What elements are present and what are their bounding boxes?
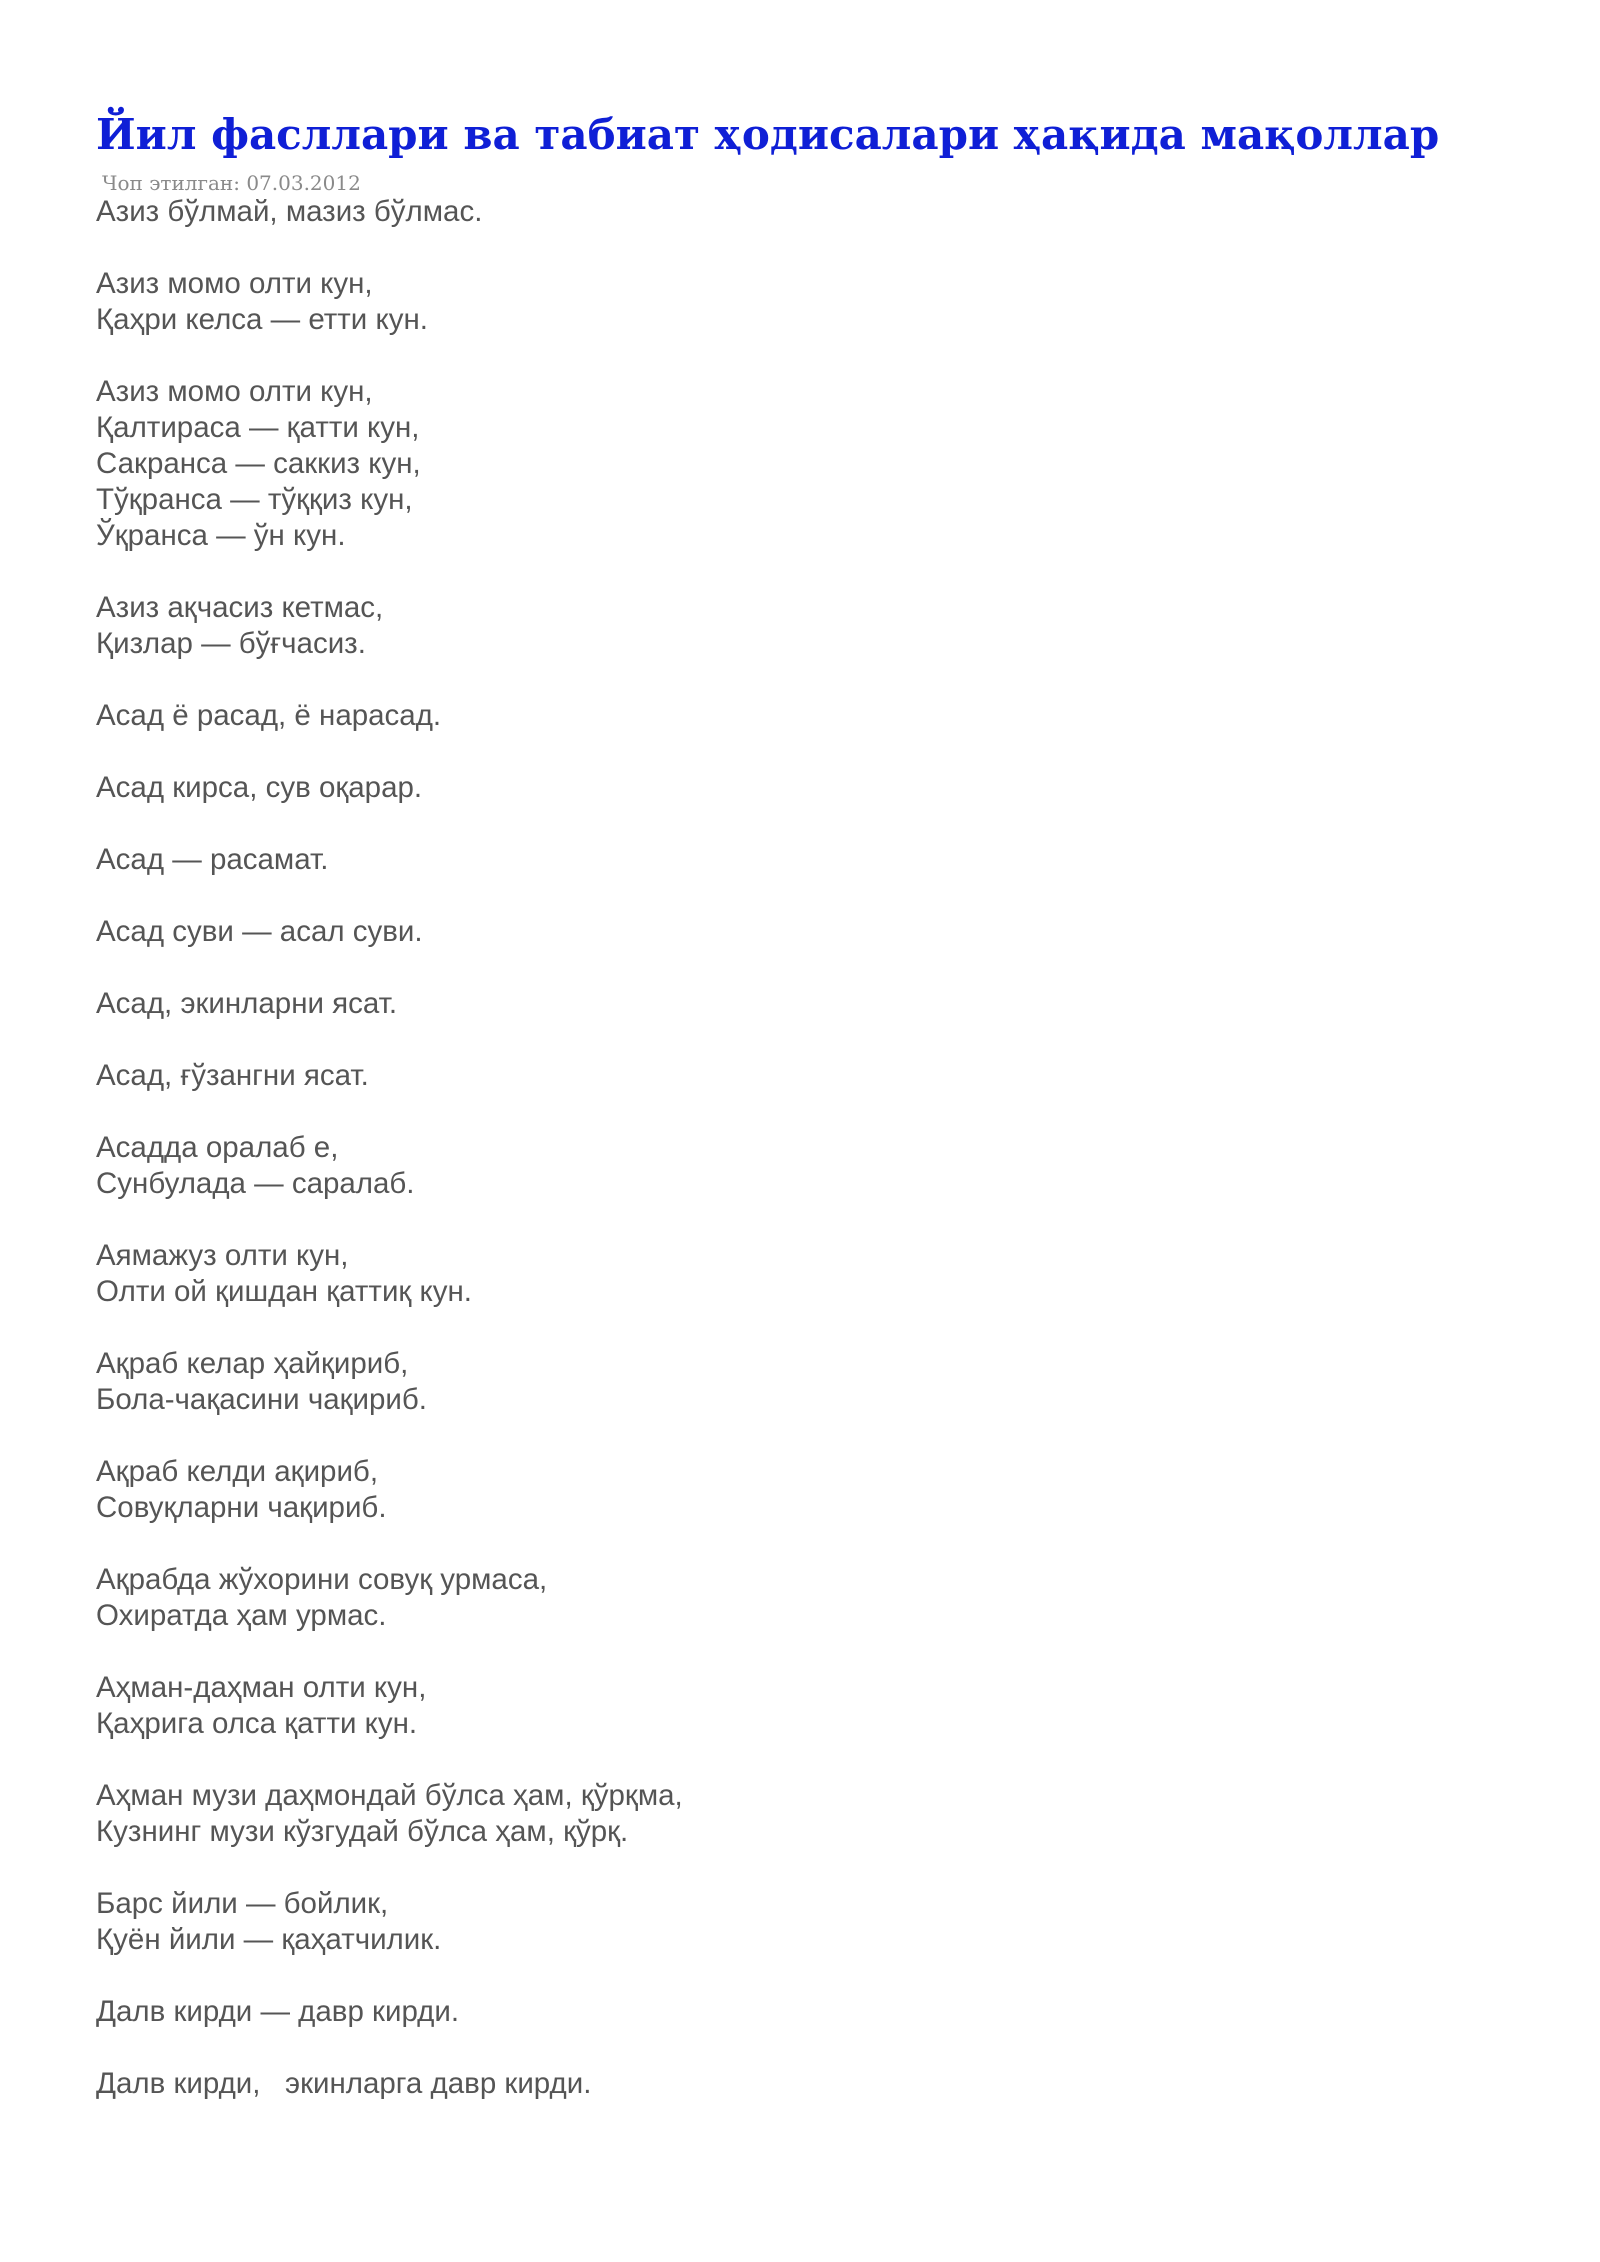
saying-item	[96, 374, 1496, 554]
saying-line: Азиз момо олти кун,	[96, 375, 373, 408]
saying-item	[96, 1454, 1496, 1526]
saying-item	[96, 1670, 1496, 1742]
saying-item	[96, 1238, 1496, 1310]
saying-item	[96, 1778, 1496, 1850]
publish-date: Чоп этилган: 07.03.2012	[102, 171, 361, 195]
saying-item	[96, 770, 1496, 806]
saying-item	[96, 986, 1496, 1022]
saying-item	[96, 842, 1496, 878]
saying-line: Азиз бўлмай, мазиз бўлмас.	[96, 195, 483, 228]
saying-line: Азиз ақчасиз кетмас,	[96, 591, 384, 624]
saying-line: Сакранса — саккиз кун,	[96, 447, 421, 480]
saying-line: Аҳман музи даҳмондай бўлса ҳам, қўрқма,	[96, 1779, 683, 1812]
saying-line: Ақраб келар ҳайқириб,	[96, 1347, 409, 1380]
saying-line: Асад ё расад, ё нарасад.	[96, 699, 442, 732]
saying-line: Асад — расамат.	[96, 843, 329, 876]
page-title: Йил фасллари ва табиат ҳодисалари ҳақида мақоллар	[96, 110, 1440, 159]
saying-line: Ақраб келди ақириб,	[96, 1455, 379, 1488]
saying-item	[96, 698, 1496, 734]
saying-item	[96, 1130, 1496, 1202]
saying-line: Далв кирди — давр кирди.	[96, 1995, 460, 2028]
saying-line: Асад, экинларни ясат.	[96, 987, 398, 1020]
saying-line: Бола-чақасини чақириб.	[96, 1383, 427, 1416]
saying-line: Қизлар — бўғчасиз.	[96, 627, 366, 660]
saying-line: Сунбулада — саралаб.	[96, 1167, 415, 1200]
saying-item	[96, 590, 1496, 662]
saying-line: Асад, ғўзангни ясат.	[96, 1059, 369, 1092]
saying-item	[96, 194, 1496, 230]
saying-line: Олти ой қишдан қаттиқ кун.	[96, 1275, 472, 1308]
saying-line: Совуқларни чақириб.	[96, 1491, 387, 1524]
saying-item	[96, 1346, 1496, 1418]
saying-line: Кузнинг музи кўзгудай бўлса ҳам, қўрқ.	[96, 1815, 629, 1848]
saying-line: Аямажуз олти кун,	[96, 1239, 349, 1272]
saying-line: Асадда оралаб е,	[96, 1131, 339, 1164]
saying-line: Охиратда ҳам урмас.	[96, 1599, 387, 1632]
saying-line: Қаҳрига олса қатти кун.	[96, 1707, 418, 1740]
document-page	[96, 110, 1496, 2138]
saying-line: Қуён йили — қаҳатчилик.	[96, 1923, 442, 1956]
saying-line: Аҳман-даҳман олти кун,	[96, 1671, 427, 1704]
saying-item	[96, 1994, 1496, 2030]
saying-item	[96, 2066, 1496, 2102]
saying-line: Тўқранса — тўққиз кун,	[96, 483, 413, 516]
saying-item	[96, 1562, 1496, 1634]
saying-line: Ақрабда жўхорини совуқ урмаса,	[96, 1563, 548, 1596]
saying-line: Ўқранса — ўн кун.	[96, 519, 346, 552]
saying-line: Асад суви — асал суви.	[96, 915, 423, 948]
saying-item	[96, 1886, 1496, 1958]
saying-item	[96, 1058, 1496, 1094]
saying-line: Қалтираса — қатти кун,	[96, 411, 420, 444]
saying-item	[96, 266, 1496, 338]
sayings-list	[96, 194, 1496, 2102]
saying-line: Азиз момо олти кун,	[96, 267, 373, 300]
saying-line: Қаҳри келса — етти кун.	[96, 303, 428, 336]
saying-item	[96, 914, 1496, 950]
saying-line: Далв кирди, экинларга давр кирди.	[96, 2067, 592, 2100]
saying-line: Барс йили — бойлик,	[96, 1887, 389, 1920]
saying-line: Асад кирса, сув оқарар.	[96, 771, 423, 804]
